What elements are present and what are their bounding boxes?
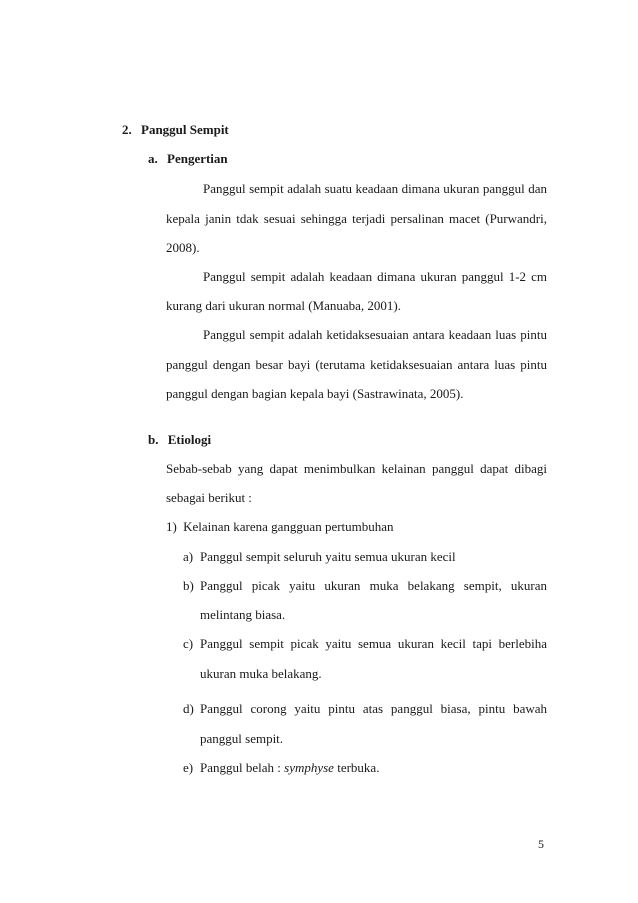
list-item-marker: b) (183, 578, 194, 593)
paragraph-line: kurang dari ukuran normal (Manuaba, 2001). (166, 298, 402, 313)
subsection-heading-pengertian (148, 151, 228, 167)
paragraph-line: Panggul sempit adalah keadaan dimana ukuran panggul 1-2 cm (203, 269, 547, 284)
italic-term: symphyse (284, 760, 334, 775)
list-item-suffix: terbuka. (333, 760, 380, 775)
list-item-prefix: Panggul belah : (200, 760, 285, 775)
subsection-heading-etiologi (148, 432, 211, 448)
list-item-marker: a) (183, 549, 194, 564)
paragraph-line: Panggul sempit adalah ketidaksesuaian antara keadaan luas pintu (203, 327, 547, 342)
paragraph-line: kepala janin tdak sesuai sehingga terjadi persalinan macet (Purwandri, (166, 211, 547, 226)
list-item-marker: c) (183, 636, 194, 651)
list-item-text: Panggul corong yaitu pintu atas panggul biasa, pintu bawah (200, 701, 547, 716)
subsection-letter: b. (148, 432, 159, 447)
item-label: Kelainan karena gangguan pertumbuhan (183, 519, 394, 534)
list-item-text: Panggul sempit seluruh yaitu semua ukuran kecil (200, 549, 456, 564)
list-item-text (200, 760, 379, 776)
section-number: 2. (122, 122, 132, 137)
paragraph-line: panggul dengan bagian kepala bayi (Sastrawinata, 2005). (166, 386, 464, 401)
item-number: 1) (166, 519, 177, 534)
subsection-title: Etiologi (167, 432, 212, 447)
list-item-text: Panggul sempit picak yaitu semua ukuran kecil tapi berlebiha (200, 636, 547, 651)
numbered-item-1 (166, 519, 394, 535)
paragraph-line: Panggul sempit adalah suatu keadaan dimana ukuran panggul dan (203, 181, 547, 196)
list-item-text: ukuran muka belakang. (200, 666, 322, 681)
list-item-text: Panggul picak yaitu ukuran muka belakang sempit, ukuran (200, 578, 547, 593)
list-item-text: melintang biasa. (200, 607, 286, 622)
subsection-title: Pengertian (167, 151, 228, 166)
paragraph-line: panggul dengan besar bayi (terutama ketidaksesuaian antara luas pintu (166, 357, 547, 372)
list-item-text: panggul sempit. (200, 731, 284, 746)
section-title: Panggul Sempit (141, 122, 229, 137)
paragraph-line: sebagai berikut : (166, 490, 252, 505)
paragraph-line: Sebab-sebab yang dapat menimbulkan kelainan panggul dapat dibagi (166, 461, 547, 476)
subsection-letter: a. (148, 151, 158, 166)
section-heading (122, 122, 229, 138)
list-item-marker: d) (183, 701, 194, 716)
list-item-marker: e) (183, 760, 194, 775)
page-number: 5 (538, 837, 544, 851)
paragraph-line: 2008). (166, 240, 200, 255)
